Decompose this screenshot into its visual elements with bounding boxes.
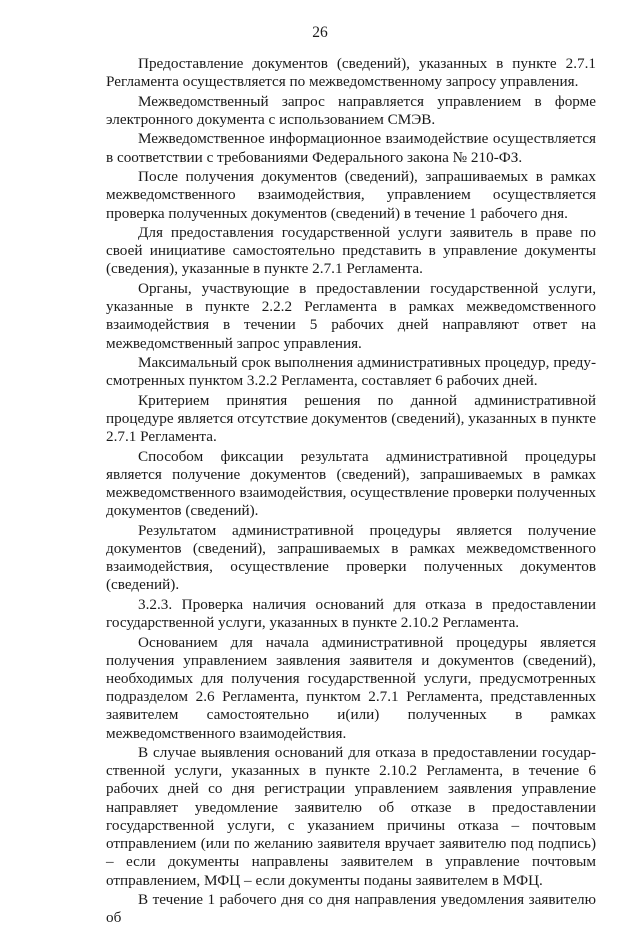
paragraph: Предоставление документов (сведений), указанных в пункте 2.7.1 Регламента осуществляется по межведомственному запросу управления. [106,55,596,91]
paragraph: Способом фиксации результата административной процедуры является получение документов (сведений), запрашиваемых в рамках межведомственного взаимодействия, осуществление проверки полученных документов (сведений). [106,447,596,520]
paragraph: Максимальный срок выполнения административных процедур, предусмотренных пунктом 3.2.2 Регламента, составляет 6 рабочих дней. [106,354,596,390]
paragraph: Органы, участвующие в предоставлении государственной услуги, указанные в пункте 2.2.2 Регламента в рамках межведомственного взаимодействия в течении 5 рабочих дней направляют ответ на межведомственный запрос управления. [106,279,596,352]
paragraph: После получения документов (сведений), запрашиваемых в рамках межведомственного взаимодействия, управлением осуществляется проверка полученных документов (сведений) в течение 1 рабочего дня. [106,168,596,222]
paragraph: Межведомственный запрос направляется управлением в форме электронного документа с использованием СМЭВ. [106,92,596,128]
page-number: 26 [312,24,328,41]
paragraph: Результатом административной процедуры является получение документов (сведений), запрашиваемых в рамках межведомственного взаимодействия, осуществление проверки полученных документов (сведений). [106,521,596,594]
paragraph-continued: В течение 1 рабочего дня со дня направления уведомления заявителю об [106,891,596,927]
paragraph: В случае выявления оснований для отказа в предоставлении государственной услуги, указанных в пункте 2.10.2 Регламента, в течение 6 рабочих дней со дня регистрации управлением заявления управление направляет уведомление заявителю об отказе в предоставлении государственной услуги, с указанием причины отказа – почтовым отправлением (или по желанию заявителя вручает заявителю под подпись) – если документы направлены заявителем в управление почтовым отправлением, МФЦ – если документы поданы заявителем в МФЦ. [106,744,596,889]
paragraph: Межведомственное информационное взаимодействие осуществляется в соответствии с требованиями Федерального закона № 210-ФЗ. [106,130,596,166]
document-body [106,55,596,929]
paragraph: Основанием для начала административной процедуры является получения управлением заявления заявителя и документов (сведений), необходимых для получения государственной услуги, предусмотренных подразделом 2.6 Регламента, пунктом 2.7.1 Регламента, представленных заявителем самостоятельно и(или) полученных в рамках межведомственного взаимодействия. [106,633,596,742]
section-heading-3-2-3: 3.2.3. Проверка наличия оснований для отказа в предоставлении государственной услуги, указанных в пункте 2.10.2 Регламента. [106,595,596,632]
paragraph: Для предоставления государственной услуги заявитель в праве по своей инициативе самостоятельно представить в управление документы (сведения), указанные в пункте 2.7.1 Регламента. [106,224,596,278]
paragraph: Критерием принятия решения по данной административной процедуре является отсутствие документов (сведений), указанных в пункте 2.7.1 Регламента. [106,391,596,446]
